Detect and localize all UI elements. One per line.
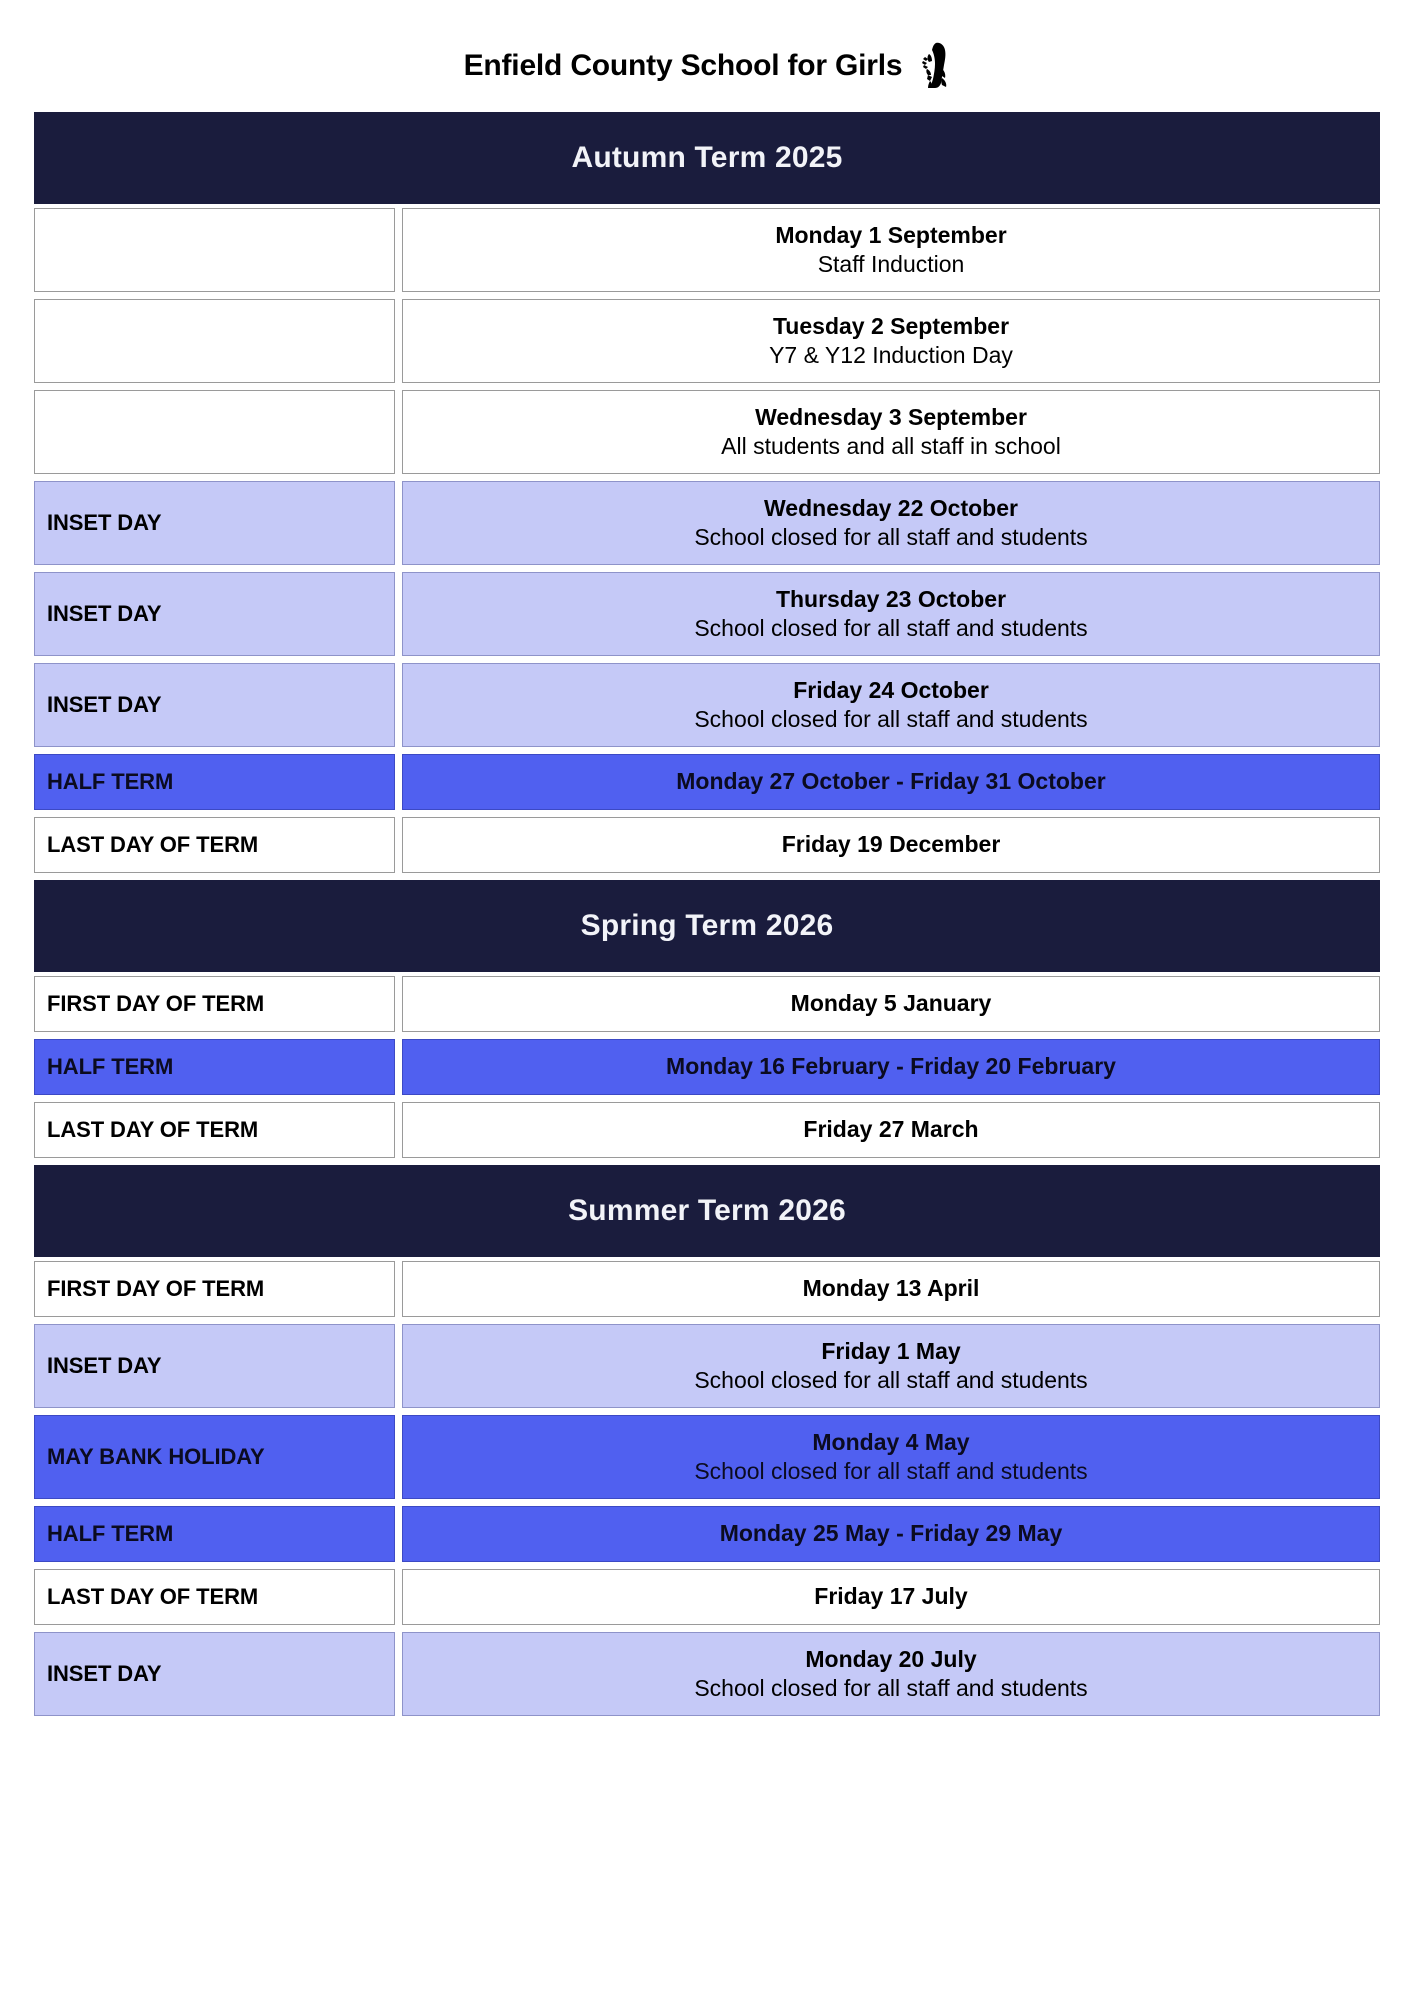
table-row xyxy=(34,390,1380,474)
row-detail xyxy=(402,1261,1380,1317)
row-detail xyxy=(402,299,1380,383)
row-date: Thursday 23 October xyxy=(775,585,1007,612)
row-label: FIRST DAY OF TERM xyxy=(34,1261,395,1317)
row-date: Monday 4 May xyxy=(812,1428,970,1455)
row-date: Friday 1 May xyxy=(821,1337,961,1364)
row-detail xyxy=(402,817,1380,873)
row-label: HALF TERM xyxy=(34,754,395,810)
table-row xyxy=(34,817,1380,873)
table-row xyxy=(34,1102,1380,1158)
row-detail xyxy=(402,1506,1380,1562)
table-row xyxy=(34,1632,1380,1716)
table-row xyxy=(34,1415,1380,1499)
row-detail xyxy=(402,572,1380,656)
row-date: Friday 27 March xyxy=(803,1116,979,1143)
row-detail xyxy=(402,1569,1380,1625)
table-row xyxy=(34,1039,1380,1095)
table-row xyxy=(34,299,1380,383)
row-date: Friday 24 October xyxy=(793,676,989,703)
table-row xyxy=(34,976,1380,1032)
row-date: Monday 13 April xyxy=(802,1275,980,1302)
row-label xyxy=(34,390,395,474)
table-row xyxy=(34,1569,1380,1625)
row-date: Monday 16 February - Friday 20 February xyxy=(666,1053,1116,1080)
row-label xyxy=(34,299,395,383)
row-label: INSET DAY xyxy=(34,1632,395,1716)
row-label: INSET DAY xyxy=(34,481,395,565)
table-row xyxy=(34,663,1380,747)
table-row xyxy=(34,572,1380,656)
row-date: Friday 17 July xyxy=(814,1583,968,1610)
row-note: Staff Induction xyxy=(817,251,965,277)
row-note: School closed for all staff and students xyxy=(694,706,1088,732)
row-label: LAST DAY OF TERM xyxy=(34,1102,395,1158)
term-dates-table xyxy=(34,112,1380,1733)
term-heading: Summer Term 2026 xyxy=(34,1165,1380,1257)
row-label: LAST DAY OF TERM xyxy=(34,1569,395,1625)
row-note: School closed for all staff and students xyxy=(694,1367,1088,1393)
row-detail xyxy=(402,976,1380,1032)
row-date: Tuesday 2 September xyxy=(772,312,1010,339)
table-row xyxy=(34,1261,1380,1317)
row-note: School closed for all staff and students xyxy=(694,615,1088,641)
row-detail xyxy=(402,208,1380,292)
row-detail xyxy=(402,1415,1380,1499)
row-date: Monday 20 July xyxy=(805,1645,977,1672)
row-note: School closed for all staff and students xyxy=(694,1458,1088,1484)
row-date: Monday 25 May - Friday 29 May xyxy=(719,1520,1063,1547)
row-detail xyxy=(402,754,1380,810)
row-date: Wednesday 22 October xyxy=(764,494,1018,521)
row-date: Monday 5 January xyxy=(790,990,992,1017)
row-label: LAST DAY OF TERM xyxy=(34,817,395,873)
table-row xyxy=(34,1324,1380,1408)
table-row xyxy=(34,481,1380,565)
table-row xyxy=(34,1506,1380,1562)
table-row xyxy=(34,754,1380,810)
row-label: FIRST DAY OF TERM xyxy=(34,976,395,1032)
row-label: HALF TERM xyxy=(34,1506,395,1562)
row-detail xyxy=(402,1039,1380,1095)
row-note: School closed for all staff and students xyxy=(694,524,1088,550)
row-date: Monday 27 October - Friday 31 October xyxy=(676,768,1106,795)
row-date: Monday 1 September xyxy=(775,221,1007,248)
row-note: Y7 & Y12 Induction Day xyxy=(769,342,1013,368)
page-title: Enfield County School for Girls xyxy=(463,48,903,82)
row-detail xyxy=(402,1102,1380,1158)
row-detail xyxy=(402,481,1380,565)
row-label: INSET DAY xyxy=(34,572,395,656)
row-detail xyxy=(402,1324,1380,1408)
term-heading: Autumn Term 2025 xyxy=(34,112,1380,204)
row-label xyxy=(34,208,395,292)
row-label: HALF TERM xyxy=(34,1039,395,1095)
school-crest-icon xyxy=(916,40,950,90)
row-label: INSET DAY xyxy=(34,1324,395,1408)
row-label: INSET DAY xyxy=(34,663,395,747)
row-note: School closed for all staff and students xyxy=(694,1675,1088,1701)
term-heading: Spring Term 2026 xyxy=(34,880,1380,972)
row-date: Friday 19 December xyxy=(781,831,1001,858)
row-date: Wednesday 3 September xyxy=(755,403,1027,430)
row-label: MAY BANK HOLIDAY xyxy=(34,1415,395,1499)
document-header xyxy=(0,0,1414,112)
row-detail xyxy=(402,663,1380,747)
row-detail xyxy=(402,390,1380,474)
row-detail xyxy=(402,1632,1380,1716)
row-note: All students and all staff in school xyxy=(721,433,1061,459)
table-row xyxy=(34,208,1380,292)
